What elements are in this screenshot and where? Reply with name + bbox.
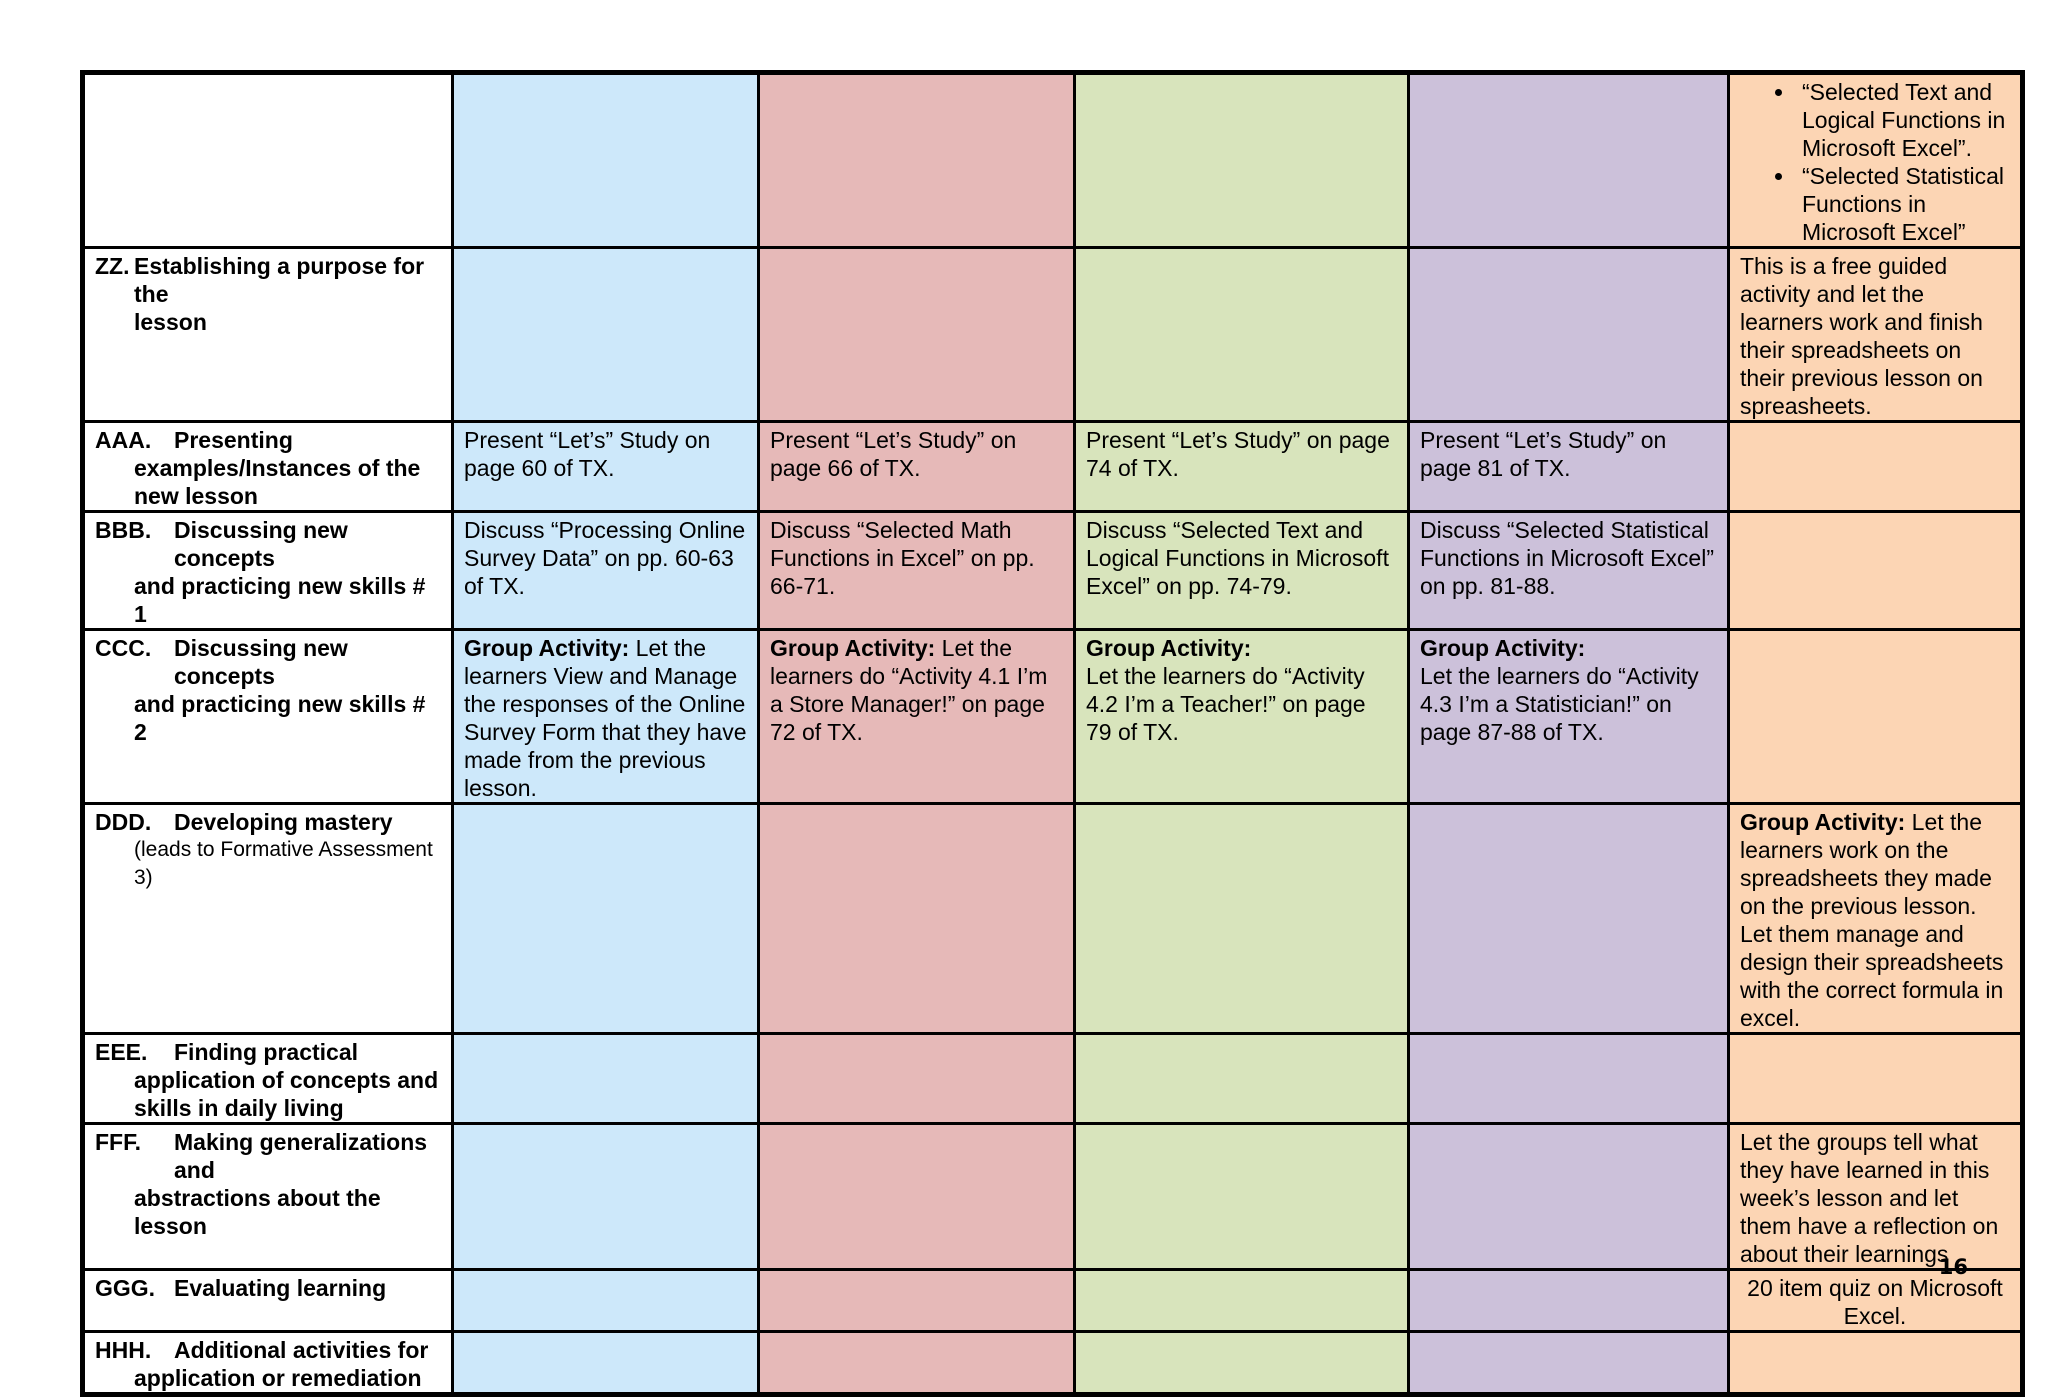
page-number: 16 bbox=[1938, 1255, 1968, 1279]
day5-cell bbox=[1729, 804, 2023, 1034]
day3-cell bbox=[1075, 1270, 1409, 1332]
table-row bbox=[83, 248, 2023, 422]
row-label-cell bbox=[83, 1270, 453, 1332]
group-activity-label: Group Activity: bbox=[1420, 635, 1586, 661]
day4-cell bbox=[1409, 1270, 1729, 1332]
day1-cell bbox=[453, 1270, 759, 1332]
row-label: Presenting bbox=[174, 427, 293, 453]
table-row bbox=[83, 422, 2023, 512]
bullet-list bbox=[1740, 78, 2010, 246]
day5-cell bbox=[1729, 512, 2023, 630]
row-label-cell bbox=[83, 630, 453, 804]
row-label-continued: application of concepts and skills in daily living bbox=[134, 1067, 439, 1121]
day4-cell bbox=[1409, 1124, 1729, 1270]
day5-cell bbox=[1729, 73, 2023, 248]
list-item: • “Selected Text and Logical Functions in Microsoft Excel”. bbox=[1796, 78, 2010, 162]
day5-cell: 20 item quiz on Microsoft Excel. bbox=[1729, 1270, 2023, 1332]
table-row bbox=[83, 1034, 2023, 1124]
row-label: Additional activities for bbox=[174, 1337, 429, 1363]
day5-cell: This is a free guided activity and let the learners work and finish their spreadsheets on their previous lesson on spreasheets. bbox=[1729, 248, 2023, 422]
day1-cell bbox=[453, 1124, 759, 1270]
row-code: FFF. bbox=[95, 1129, 141, 1155]
table-row bbox=[83, 1332, 2023, 1395]
cell-text: Let the learners do “Activity 4.2 I’m a Teacher!” on page 79 of TX. bbox=[1086, 663, 1366, 745]
table-row bbox=[83, 630, 2023, 804]
day4-cell: Present “Let’s Study” on page 81 of TX. bbox=[1409, 422, 1729, 512]
row-label: Finding practical bbox=[174, 1039, 359, 1065]
day4-cell bbox=[1409, 248, 1729, 422]
row-code: HHH. bbox=[95, 1337, 152, 1363]
row-label-cell bbox=[83, 512, 453, 630]
day2-cell bbox=[759, 1124, 1075, 1270]
day1-cell bbox=[453, 630, 759, 804]
day1-cell: Discuss “Processing Online Survey Data” on pp. 60-63 of TX. bbox=[453, 512, 759, 630]
row-label: Developing mastery bbox=[174, 809, 393, 835]
cell-text: Let the learners do “Activity 4.3 I’m a Statistician!” on page 87-88 of TX. bbox=[1420, 663, 1699, 745]
row-label-cell bbox=[83, 804, 453, 1034]
row-label-cell bbox=[83, 248, 453, 422]
row-label-continued: application or remediation bbox=[134, 1365, 422, 1391]
row-label-continued: and practicing new skills # 1 bbox=[134, 573, 426, 627]
day2-cell bbox=[759, 1034, 1075, 1124]
day3-cell bbox=[1075, 1124, 1409, 1270]
row-label: Evaluating learning bbox=[174, 1275, 387, 1301]
row-label-cell bbox=[83, 1124, 453, 1270]
row-code: DDD. bbox=[95, 809, 152, 835]
day3-cell bbox=[1075, 1034, 1409, 1124]
row-code: ZZ. bbox=[95, 253, 130, 279]
table-row bbox=[83, 73, 2023, 248]
row-label: Discussing new concepts bbox=[174, 517, 348, 571]
day2-cell bbox=[759, 73, 1075, 248]
row-label-note: (leads to Formative Assessment 3) bbox=[134, 838, 433, 889]
day3-cell bbox=[1075, 1332, 1409, 1395]
day1-cell bbox=[453, 804, 759, 1034]
table-row bbox=[83, 512, 2023, 630]
group-activity-label: Group Activity: bbox=[770, 635, 936, 661]
cell-text: Let the learners work on the spreadsheets they made on the previous lesson. Let them manage and design their spreadsheets with the correct formula in excel. bbox=[1740, 809, 2004, 1031]
row-label: Establishing a purpose for the bbox=[134, 253, 425, 307]
dll-table bbox=[80, 70, 2025, 1397]
group-activity-label: Group Activity: bbox=[1740, 809, 1906, 835]
row-code: GGG. bbox=[95, 1275, 156, 1301]
row-code: EEE. bbox=[95, 1039, 148, 1065]
row-label-continued: abstractions about the lesson bbox=[134, 1185, 381, 1239]
row-label: Making generalizations and bbox=[174, 1129, 428, 1183]
group-activity-label: Group Activity: bbox=[464, 635, 630, 661]
day5-cell bbox=[1729, 1332, 2023, 1395]
row-label-continued: and practicing new skills # 2 bbox=[134, 691, 426, 745]
day1-cell bbox=[453, 73, 759, 248]
day3-cell: Discuss “Selected Text and Logical Functions in Microsoft Excel” on pp. 74-79. bbox=[1075, 512, 1409, 630]
day3-cell bbox=[1075, 248, 1409, 422]
row-label-continued: lesson bbox=[134, 309, 207, 335]
day2-cell bbox=[759, 804, 1075, 1034]
row-label-cell bbox=[83, 73, 453, 248]
day5-cell bbox=[1729, 1034, 2023, 1124]
table-row bbox=[83, 804, 2023, 1034]
row-code: AAA. bbox=[95, 427, 152, 453]
day5-cell bbox=[1729, 630, 2023, 804]
day2-cell: Present “Let’s Study” on page 66 of TX. bbox=[759, 422, 1075, 512]
day1-cell bbox=[453, 1332, 759, 1395]
day3-cell: Present “Let’s Study” on page 74 of TX. bbox=[1075, 422, 1409, 512]
row-label-continued: examples/Instances of the new lesson bbox=[134, 455, 421, 509]
row-label: Discussing new concepts bbox=[174, 635, 348, 689]
day4-cell bbox=[1409, 804, 1729, 1034]
day4-cell bbox=[1409, 73, 1729, 248]
list-item: • “Selected Statistical Functions in Microsoft Excel” bbox=[1796, 162, 2010, 246]
day5-cell bbox=[1729, 422, 2023, 512]
group-activity-label: Group Activity: bbox=[1086, 635, 1252, 661]
table-row bbox=[83, 1270, 2023, 1332]
day2-cell bbox=[759, 630, 1075, 804]
day2-cell bbox=[759, 248, 1075, 422]
cell-text: Let the learners View and Manage the responses of the Online Survey Form that they have made from the previous lesson. bbox=[464, 635, 747, 801]
day2-cell bbox=[759, 1270, 1075, 1332]
day4-cell bbox=[1409, 1034, 1729, 1124]
table-row bbox=[83, 1124, 2023, 1270]
day4-cell: Discuss “Selected Statistical Functions in Microsoft Excel” on pp. 81-88. bbox=[1409, 512, 1729, 630]
day2-cell: Discuss “Selected Math Functions in Excel” on pp. 66-71. bbox=[759, 512, 1075, 630]
day1-cell bbox=[453, 248, 759, 422]
row-label-cell bbox=[83, 422, 453, 512]
day3-cell bbox=[1075, 804, 1409, 1034]
row-code: CCC. bbox=[95, 635, 152, 661]
cell-text: Let the learners do “Activity 4.1 I’m a Store Manager!” on page 72 of TX. bbox=[770, 635, 1048, 745]
day5-cell: Let the groups tell what they have learned in this week’s lesson and let them have a reflection on about their learnings bbox=[1729, 1124, 2023, 1270]
row-label-cell bbox=[83, 1332, 453, 1395]
day3-cell bbox=[1075, 73, 1409, 248]
day1-cell bbox=[453, 1034, 759, 1124]
row-label-cell bbox=[83, 1034, 453, 1124]
day1-cell: Present “Let’s” Study on page 60 of TX. bbox=[453, 422, 759, 512]
day4-cell bbox=[1409, 1332, 1729, 1395]
row-code: BBB. bbox=[95, 517, 152, 543]
day4-cell bbox=[1409, 630, 1729, 804]
day2-cell bbox=[759, 1332, 1075, 1395]
day3-cell bbox=[1075, 630, 1409, 804]
